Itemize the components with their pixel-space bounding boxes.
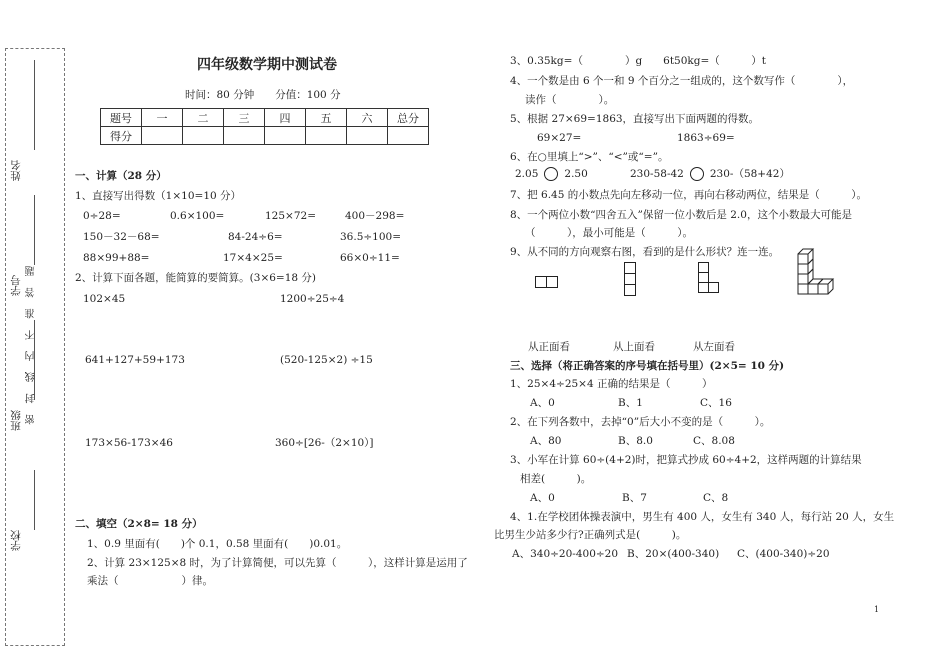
score-input-cell[interactable] [224,127,265,145]
fill-q8: 8、一个两位小数“四舍五入”保留一位小数后是 2.0，这个小数最大可能是 [510,209,852,221]
calc-problem: 641+127+59+173 [85,354,185,366]
choice-q2: 2、在下列各数中，去掉“0”后大小不变的是（ ）。 [510,416,771,428]
calc-problem: 102×45 [83,293,126,305]
school-line [34,470,35,530]
school-label: 学校 [10,530,22,551]
number-label: 学号 [10,275,22,296]
fill-q4: 4、一个数是由 6 个一和 9 个百分之一组成的，这个数写作（ ）， [510,75,854,87]
choice-option[interactable]: A、340÷20-400÷20 [512,548,619,560]
cube-square [708,282,719,293]
choice-option[interactable]: B、20×(400-340) [627,548,720,560]
score-table [100,108,429,145]
score-table-cell: 一 [142,109,183,127]
score-table-cell: 三 [224,109,265,127]
fill-q3: 3、0.35kg=（ ）g 6t50kg=（ ）t [510,55,767,67]
compare-row [515,167,588,181]
view-label-front: 从正面看 [528,341,570,353]
choice-option[interactable]: C、16 [700,397,732,409]
compare-left-1: 2.05 [515,168,539,180]
score-input-cell[interactable] [347,127,388,145]
calc-item: 0.6×100= [170,210,225,222]
seal-notice: 密 封 线 内 不 准 答 题 [26,262,37,425]
cube-square [624,284,636,296]
choice-option[interactable]: C、(400-340)÷20 [737,548,830,560]
cube-square [546,276,558,288]
choice-q1: 1、25×4÷25×4 正确的结果是（ ） [510,378,713,390]
score-table-cell: 四 [265,109,306,127]
score-input-cell[interactable] [265,127,306,145]
compare-right-2: 230-（58+42） [709,168,790,180]
section1-title: 一、计算（28 分） [75,170,167,182]
calc-item: 150－32－68= [83,231,160,243]
calc-problem: 360÷[26-（2×10）] [275,437,374,449]
score-table-cell: 六 [347,109,388,127]
calc-item: 17×4×25= [223,252,283,264]
score-row-label: 得分 [101,127,142,145]
fill-q7: 7、把 6.45 的小数点先向左移动一位，再向右移动两位，结果是（ ）。 [510,189,867,201]
exam-info: 时间：80 分钟 分值：100 分 [185,89,341,101]
view-label-top: 从上面看 [613,341,655,353]
choice-option[interactable]: B、8.0 [618,435,653,447]
score-table-cell: 题号 [101,109,142,127]
fill-q1: 1、0.9 里面有( )个 0.1，0.58 里面有( )0.01。 [87,538,348,550]
score-table-header-row [101,109,429,127]
choice-option[interactable]: C、8.08 [693,435,735,447]
section1-q2-title: 2、计算下面各题，能简算的要简算。(3×6=18 分) [75,272,317,284]
calc-problem: (520-125×2) ÷15 [280,354,373,366]
fill-q5b: 1863÷69= [677,132,735,144]
fill-q5a: 69×27= [537,132,582,144]
calc-item: 0÷28= [83,210,121,222]
choice-q3-cont: 相差( )。 [520,473,592,485]
score-input-cell[interactable] [306,127,347,145]
fill-q4-cont: 读作（ ）。 [525,94,615,106]
score-input-cell[interactable] [388,127,429,145]
compare-left-2: 230-58-42 [630,168,684,180]
fill-q5: 5、根据 27×69=1863，直接写出下面两题的得数。 [510,113,760,125]
choice-q3: 3、小军在计算 60÷(4+2)时，把算式抄成 60÷4+2，这样两题的计算结果 [510,454,862,466]
score-input-cell[interactable] [183,127,224,145]
fill-q8-cont: （ ），最小可能是（ ）。 [525,227,693,239]
compare-right-1: 2.50 [564,168,588,180]
section2-title: 二、填空（2×8= 18 分） [75,518,203,530]
calc-problem: 1200÷25÷4 [280,293,345,305]
choice-q4-cont: 比男生少站多少行?正确列式是( )。 [494,529,687,541]
fill-q2-cont: 乘法（ ）律。 [87,575,213,587]
fill-q2: 2、计算 23×125×8 时，为了计算简便，可以先算（ ），这样计算是运用了 [87,557,468,569]
score-table-row [101,127,429,145]
name-line [34,60,35,150]
compare-row-2 [630,167,790,181]
choice-option[interactable]: C、8 [703,492,729,504]
calc-item: 66×0÷11= [340,252,400,264]
page-number: 1 [874,605,880,614]
calc-item: 88×99+88= [83,252,150,264]
section1-q1-title: 1、直接写出得数（1×10=10 分） [75,190,242,202]
choice-q4: 4、1.在学校团体操表演中，男生有 400 人，女生有 340 人，每行站 20 人，女生 [510,511,895,523]
choice-option[interactable]: A、0 [530,492,555,504]
compare-circle[interactable] [690,167,704,181]
compare-circle[interactable] [544,167,558,181]
score-table-cell: 五 [306,109,347,127]
score-table-cell: 总分 [388,109,429,127]
calc-item: 84-24÷6= [228,231,283,243]
number-line [34,195,35,265]
choice-option[interactable]: B、1 [618,397,643,409]
section3-title: 三、选择（将正确答案的序号填在括号里）(2×5= 10 分) [510,360,785,372]
score-table-cell: 二 [183,109,224,127]
fill-q6: 6、在○里填上“>”、“<”或“=”。 [510,151,669,163]
calc-item: 36.5÷100= [340,231,402,243]
class-label: 班级 [10,410,22,431]
score-input-cell[interactable] [142,127,183,145]
view-label-left: 从左面看 [693,341,735,353]
choice-option[interactable]: A、0 [530,397,555,409]
calc-item: 400－298= [345,210,405,222]
cube-stack-figure [796,244,838,298]
choice-option[interactable]: A、80 [530,435,562,447]
calc-problem: 173×56-173×46 [85,437,173,449]
fill-q9: 9、从不同的方向观察右图，看到的是什么形状？连一连。 [510,246,780,258]
name-label: 姓名 [10,160,22,181]
page-title: 四年级数学期中测试卷 [197,57,337,73]
calc-item: 125×72= [265,210,316,222]
choice-option[interactable]: B、7 [622,492,647,504]
